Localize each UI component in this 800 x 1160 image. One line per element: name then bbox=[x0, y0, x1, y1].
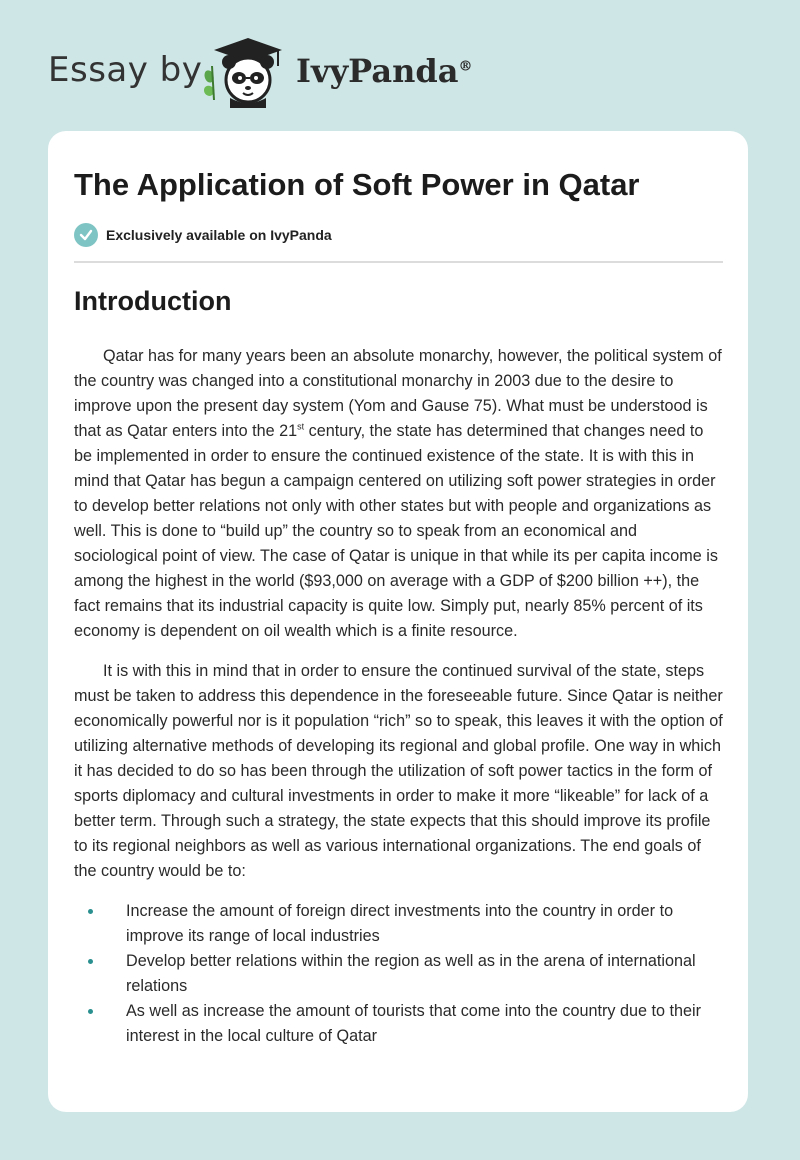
essay-card bbox=[48, 131, 748, 1112]
list-item: Increase the amount of foreign direct investments into the country in order to improve its range of local industries bbox=[74, 899, 724, 949]
brand-prefix: Essay by bbox=[48, 50, 203, 90]
brand-name[interactable]: IvyPanda® bbox=[296, 52, 473, 90]
check-badge-icon bbox=[74, 223, 98, 247]
paragraph-2: It is with this in mind that in order to ensure the continued survival of the state, steps must be taken to address this dependence in the foreseeable future. Since Qatar is neither economically powerful nor is it population “rich” so to speak, this leaves it with the option of utilizing alternative methods of developing its regional and global profile. One way in which it has decided to do so has been through the utilization of soft power tactics in the form of sports diplomacy and cultural investments in order to make it more “likeable” for lack of a better term. Through such a strategy, the state expects that this should improve its profile to its regional neighbors as well as various international organizations. The end goals of the country would be to: bbox=[74, 662, 723, 880]
ivy-leaf-icon bbox=[204, 66, 215, 100]
divider bbox=[74, 261, 723, 263]
bullet-dot-icon bbox=[88, 959, 93, 964]
paragraph-1: Qatar has for many years been an absolute monarchy, however, the political system of the country was changed into a constitutional monarchy in 2003 due to the desire to improve upon the present day system (Yom and Gause 75). What must be understood is that as Qatar enters into the 21st century, the state has determined that changes need to be implemented in order to ensure the continued existence of the state. It is with this in mind that Qatar has begun a campaign centered on utilizing soft power strategies in order to develop better relations not only with other states but with people and organizations as well. This is done to “build up” the country so to speak from an economical and sociological point of view. The case of Qatar is unique in that while its per capita income is among the highest in the world ($93,000 on average with a GDP of $200 billion ++), the fact remains that its industrial capacity is quite low. Simply put, nearly 85% percent of its economy is dependent on oil wealth which is a finite resource. bbox=[74, 347, 722, 640]
registered-mark: ® bbox=[458, 58, 473, 75]
site-header bbox=[0, 0, 800, 130]
section-heading: Introduction bbox=[74, 286, 232, 316]
list-item: Develop better relations within the region as well as in the arena of international relations bbox=[74, 949, 724, 999]
bullet-dot-icon bbox=[88, 1009, 93, 1014]
goals-list bbox=[74, 899, 724, 1049]
page-title: The Application of Soft Power in Qatar bbox=[74, 167, 640, 202]
badge-label: Exclusively available on IvyPanda bbox=[106, 227, 332, 243]
panda-mascot-icon[interactable] bbox=[198, 36, 294, 108]
bullet-dot-icon bbox=[88, 909, 93, 914]
list-item: As well as increase the amount of tourists that come into the country due to their interest in the local culture of Qatar bbox=[74, 999, 724, 1049]
exclusive-badge bbox=[74, 222, 332, 248]
